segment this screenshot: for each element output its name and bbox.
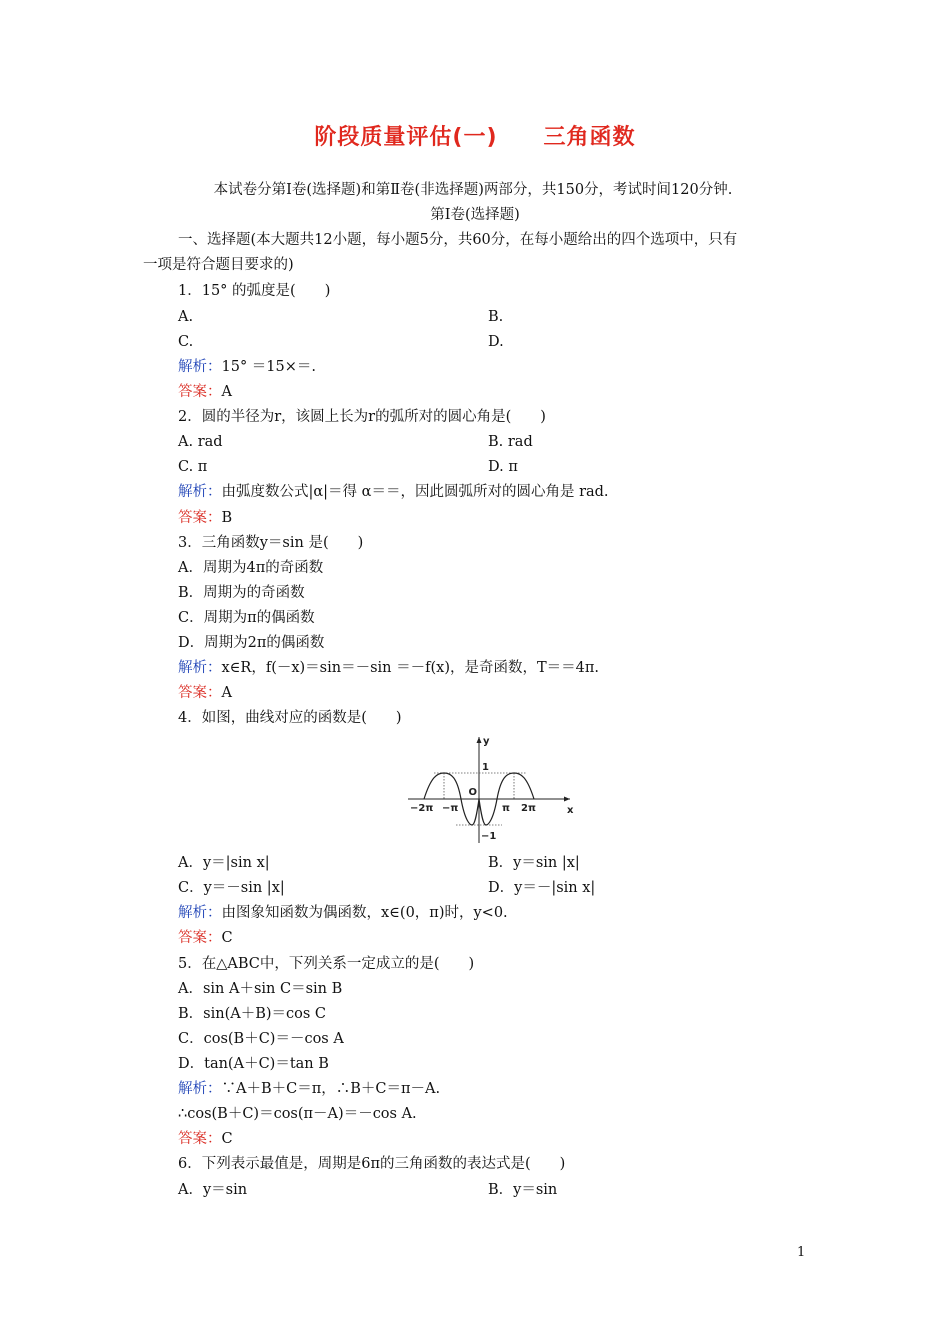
q5-answer: 答案：C (178, 1131, 233, 1147)
q3-option-c: C．周期为π的偶函数 (178, 610, 315, 626)
q3-option-d: D．周期为2π的偶函数 (178, 635, 325, 651)
y-axis-label: y (483, 736, 490, 747)
label-two-pi: 2π (521, 803, 536, 814)
q5-stem: 5．在△ABC中，下列关系一定成立的是( ) (178, 956, 475, 972)
x-axis-label: x (567, 805, 574, 816)
label-neg-pi: −π (442, 803, 459, 814)
label-neg-one: −1 (481, 831, 497, 842)
q5-analysis: 解析：∵A＋B＋C＝π，∴B＋C＝π－A. (178, 1081, 441, 1097)
label-one: 1 (482, 762, 489, 773)
q4-option-d: D．y＝－|sin x| (488, 880, 596, 896)
q1-option-c: C. (178, 334, 194, 350)
q3-analysis: 解析：x∈R，f(－x)＝sin＝－sin ＝－f(x)，是奇函数，T＝＝4π. (178, 660, 600, 676)
page-title: 阶段质量评估(一) 三角函数 (314, 125, 636, 150)
q1-stem: 1．15° 的弧度是( ) (178, 283, 331, 299)
q2-option-a: A. rad (178, 434, 223, 450)
q3-stem: 3．三角函数y＝sin 是( ) (178, 535, 364, 551)
part-instructions-2: 一项是符合题目要求的) (143, 257, 294, 273)
q6-option-a: A．y＝sin (178, 1182, 248, 1198)
label-origin: O (468, 787, 477, 798)
q2-option-d: D. π (488, 459, 518, 475)
q2-stem: 2．圆的半径为r，该圆上长为r的弧所对的圆心角是( ) (178, 409, 546, 425)
q5-option-c: C．cos(B＋C)＝－cos A (178, 1031, 344, 1047)
q1-option-d: D. (488, 334, 504, 350)
y-axis-arrow (477, 737, 482, 743)
q3-option-b: B．周期为的奇函数 (178, 585, 305, 601)
q4-option-a: A．y＝|sin x| (178, 855, 270, 871)
q5-analysis-2: ∴cos(B＋C)＝cos(π－A)＝－cos A. (178, 1106, 417, 1122)
q4-option-c: C．y＝－sin |x| (178, 880, 285, 896)
q1-option-a: A. (178, 309, 194, 325)
q1-option-b: B. (488, 309, 504, 325)
q6-option-b: B．y＝sin (488, 1182, 558, 1198)
section-heading: 第Ⅰ卷(选择题) (430, 207, 520, 223)
q3-answer: 答案：A (178, 685, 232, 701)
q2-option-c: C. π (178, 459, 208, 475)
q3-option-a: A．周期为4π的奇函数 (178, 560, 324, 576)
q4-stem: 4．如图，曲线对应的函数是( ) (178, 710, 402, 726)
part-instructions-1: 一、选择题(本大题共12小题，每小题5分，共60分，在每小题给出的四个选项中，只有 (178, 232, 738, 248)
x-axis-arrow (564, 797, 570, 802)
q2-analysis: 解析：由弧度数公式|α|＝得 α＝＝，因此圆弧所对的圆心角是 rad. (178, 484, 609, 500)
q1-answer: 答案：A (178, 384, 232, 400)
q4-analysis: 解析：由图象知函数为偶函数，x∈(0，π)时，y<0. (178, 905, 508, 921)
q6-stem: 6．下列表示最值是，周期是6π的三角函数的表达式是( ) (178, 1156, 566, 1172)
label-neg-two-pi: −2π (410, 803, 434, 814)
q4-answer: 答案：C (178, 930, 233, 946)
q5-option-d: D．tan(A＋C)＝tan B (178, 1056, 329, 1072)
q4-curve-figure (404, 733, 584, 845)
q4-option-b: B．y＝sin |x| (488, 855, 580, 871)
q5-option-a: A．sin A＋sin C＝sin B (178, 981, 343, 997)
q5-option-b: B．sin(A＋B)＝cos C (178, 1006, 327, 1022)
q2-answer: 答案：B (178, 510, 233, 526)
intro-text: 本试卷分第Ⅰ卷(选择题)和第Ⅱ卷(非选择题)两部分，共150分，考试时间120分钟. (213, 182, 733, 198)
q1-analysis: 解析：15° ＝15×＝. (178, 359, 317, 375)
label-pi: π (502, 803, 510, 814)
page-number: 1 (797, 1245, 806, 1260)
q2-option-b: B. rad (488, 434, 533, 450)
